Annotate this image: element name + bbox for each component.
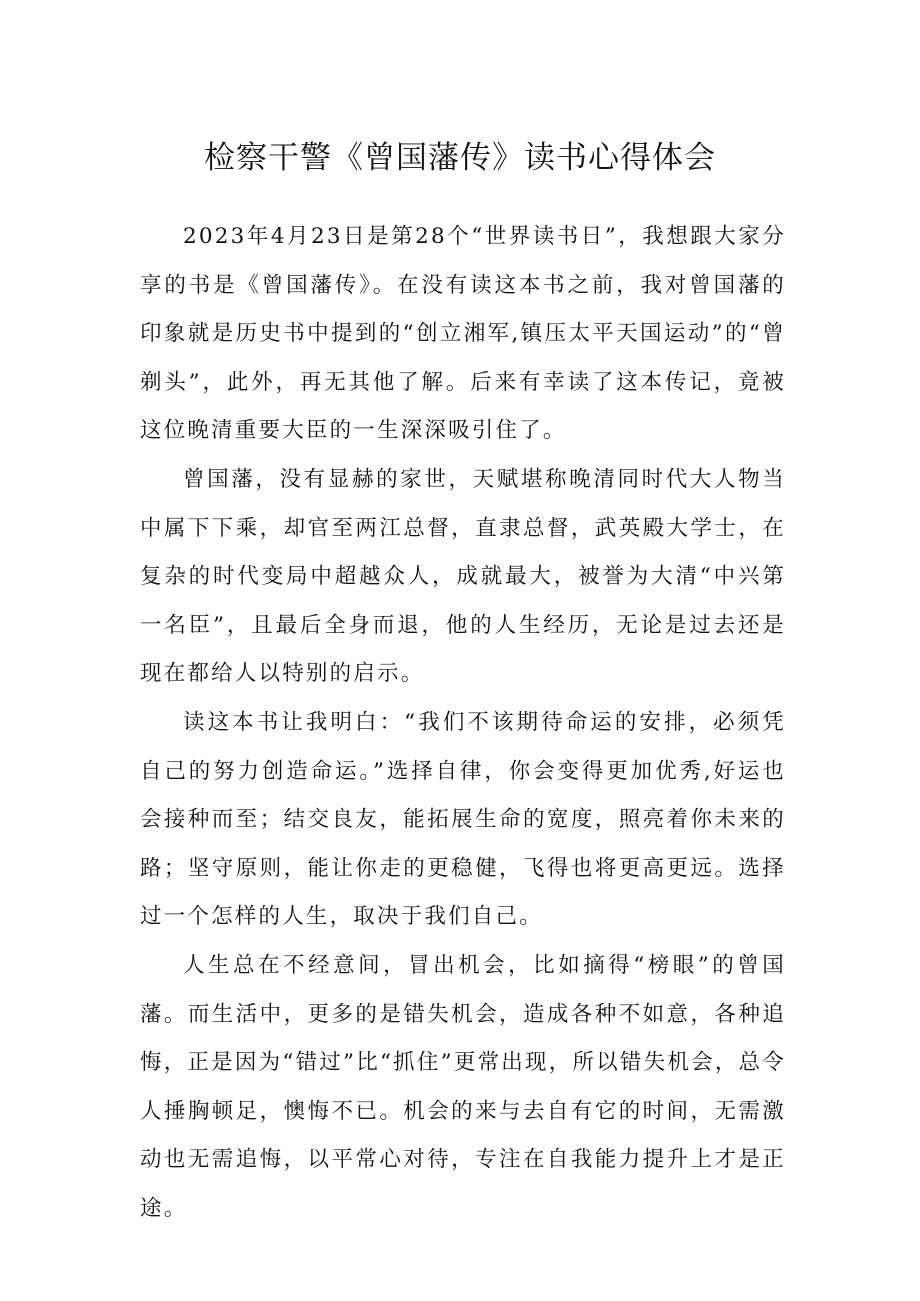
document-body: [140, 213, 786, 1233]
paragraph-4: 人生总在不经意间，冒出机会，比如摘得“榜眼”的曾国藩。而生活中，更多的是错失机会，造成各种不如意，各种追悔，正是因为“错过”比“抓住”更常出现，所以错失机会，总令人捶胸顿足，懊悔不已。机会的来与去自有它的时间，无需激动也无需追悔，以平常心对待，专注在自我能力提升上才是正途。: [140, 952, 786, 1221]
paragraph-2: 曾国藩，没有显赫的家世，天赋堪称晚清同时代大人物当中属下下乘，却官至两江总督，直隶总督，武英殿大学士，在复杂的时代变局中超越众人，成就最大，被誉为大清“中兴第一名臣”，且最后全身而退，他的人生经历，无论是过去还是现在都给人以特别的启示。: [140, 466, 786, 687]
document-title: 检察干警《曾国藩传》读书心得体会: [204, 140, 716, 176]
paragraph-3: 读这本书让我明白：“我们不该期待命运的安排，必须凭自己的努力创造命运。”选择自律，你会变得更加优秀,好运也会接种而至；结交良友，能拓展生命的宽度，照亮着你未来的路；坚守原则，能让你走的更稳健，飞得也将更高更远。选择过一个怎样的人生，取决于我们自己。: [140, 709, 786, 930]
paragraph-1: 2023年4月23日是第28个“世界读书日”，我想跟大家分享的书是《曾国藩传》。在没有读这本书之前，我对曾国藩的印象就是历史书中提到的“创立湘军,镇压太平天国运动”的“曾剃头”，此外，再无其他了解。后来有幸读了这本传记，竟被这位晚清重要大臣的一生深深吸引住了。: [140, 224, 786, 444]
